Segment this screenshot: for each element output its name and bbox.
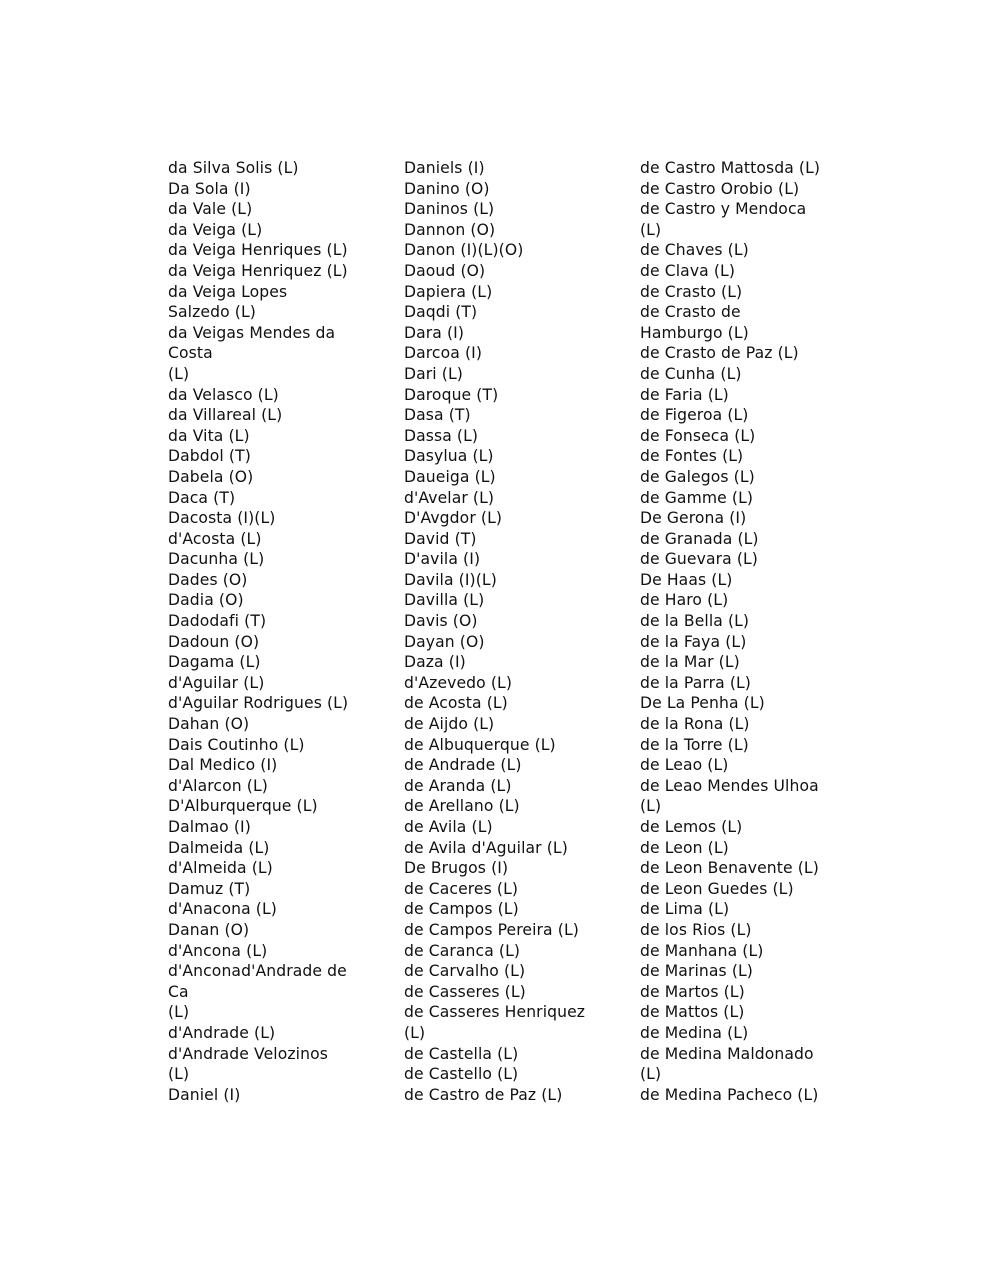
list-item: d'Andrade (L) [168,1023,276,1042]
list-item: (L) [168,1003,190,1022]
list-item: Dahan (O) [168,715,250,734]
list-item: de Caranca (L) [404,941,521,960]
list-item: D'avila (I) [404,550,481,569]
name-column-2 [404,158,634,1105]
list-item: de Albuquerque (L) [404,735,556,754]
list-item: da Veigas Mendes da [168,323,336,342]
list-item: d'Alarcon (L) [168,776,268,795]
list-item: d'Ancona (L) [168,941,268,960]
list-item: (L) [640,797,662,816]
list-item: Dais Coutinho (L) [168,735,305,754]
list-item: Dari (L) [404,364,463,383]
list-item: de Crasto de Paz (L) [640,344,799,363]
list-item: Daoud (O) [404,261,486,280]
list-item: Costa [168,344,213,363]
list-item: Ca [168,982,189,1001]
list-item: de Acosta (L) [404,694,508,713]
list-item: Dadodafi (T) [168,612,267,631]
list-item: Davila (I)(L) [404,570,497,589]
list-item: Dabela (O) [168,467,254,486]
list-item: David (T) [404,529,477,548]
list-item: Davis (O) [404,612,478,631]
list-item: de Figeroa (L) [640,406,749,425]
list-item: da Veiga Henriques (L) [168,241,348,260]
list-item: De Brugos (I) [404,859,509,878]
list-item: Da Sola (I) [168,179,251,198]
list-item: de Clava (L) [640,261,736,280]
list-item: Dacunha (L) [168,550,265,569]
list-item: Darcoa (I) [404,344,483,363]
list-item: Damuz (T) [168,879,251,898]
list-item: Dadia (O) [168,591,244,610]
list-item: de Lemos (L) [640,818,743,836]
list-item: de Leon Guedes (L) [640,879,794,898]
list-item: Dayan (O) [404,632,485,651]
list-item: d'Acosta (L) [168,529,262,548]
list-item: da Villareal (L) [168,406,283,425]
name-column-1 [168,158,398,1105]
list-item: de Martos (L) [640,982,745,1001]
list-item: de Aranda (L) [404,776,512,795]
list-item: de Caceres (L) [404,879,519,898]
list-item: Dacosta (I)(L) [168,509,276,528]
list-item: Dalmeida (L) [168,838,270,857]
list-item: De Haas (L) [640,570,733,589]
list-item: Dalmao (I) [168,818,251,836]
list-item: Davilla (L) [404,591,485,610]
list-item: Daueiga (L) [404,467,496,486]
list-item: de Casseres (L) [404,982,526,1001]
list-item: d'Anconad'Andrade de [168,962,347,981]
list-item: de Campos (L) [404,900,519,919]
list-item: Dassa (L) [404,426,479,445]
list-item: de Lima (L) [640,900,730,919]
list-item: Dal Medico (I) [168,756,278,775]
list-item: de la Rona (L) [640,715,750,734]
list-item: Dannon (O) [404,220,496,239]
list-item: d'Anacona (L) [168,900,277,919]
list-item: de Galegos (L) [640,467,755,486]
list-item: d'Avelar (L) [404,488,495,507]
list-item: de Guevara (L) [640,550,758,569]
list-item: de Castella (L) [404,1044,519,1063]
list-item: de Aijdo (L) [404,715,495,734]
list-item: de la Faya (L) [640,632,747,651]
list-item: Dasa (T) [404,406,471,425]
list-item: Salzedo (L) [168,303,256,322]
list-item: (L) [640,1065,662,1084]
list-item: de Castro Mattosda (L) [640,159,821,177]
list-item: d'Andrade Velozinos [168,1044,328,1063]
list-item: d'Aguilar Rodrigues (L) [168,694,349,713]
list-item: de Carvalho (L) [404,962,526,981]
list-item: Danon (I)(L)(O) [404,241,524,260]
list-item: de Casseres Henriquez [404,1003,586,1022]
list-item: de Fontes (L) [640,447,744,466]
list-item: de Fonseca (L) [640,426,756,445]
name-column-3 [640,158,870,1105]
list-item: de la Torre (L) [640,735,749,754]
list-item: De La Penha (L) [640,694,765,713]
list-item: da Veiga Henriquez (L) [168,261,348,280]
list-item: de la Mar (L) [640,653,740,672]
list-item: de los Rios (L) [640,920,752,939]
list-item: De Gerona (I) [640,509,747,528]
list-item: d'Almeida (L) [168,859,273,878]
list-item: de Mattos (L) [640,1003,745,1022]
list-item: de Medina Maldonado [640,1044,814,1063]
list-item: de Medina Pacheco (L) [640,1085,819,1104]
list-item: Dagama (L) [168,653,261,672]
list-item: D'Avgdor (L) [404,509,503,528]
list-item: da Velasco (L) [168,385,279,404]
list-item: de Faria (L) [640,385,729,404]
list-item: Danino (O) [404,179,490,198]
list-item: de Campos Pereira (L) [404,920,579,939]
list-item: de Avila d'Aguilar (L) [404,838,568,857]
list-item: d'Aguilar (L) [168,673,265,692]
list-item: Dasylua (L) [404,447,494,466]
list-item: (L) [168,1065,190,1084]
list-item: de Crasto (L) [640,282,743,301]
list-item: de Leao (L) [640,756,729,775]
list-item: de Castro Orobio (L) [640,179,800,198]
list-item: de Chaves (L) [640,241,749,260]
list-item: de Andrade (L) [404,756,522,775]
list-item: (L) [404,1023,426,1042]
list-item: (L) [640,220,662,239]
list-item: Dabdol (T) [168,447,251,466]
list-item: D'Alburquerque (L) [168,797,318,816]
list-item: de Avila (L) [404,818,493,836]
list-item: Daza (I) [404,653,466,672]
list-item: de Manhana (L) [640,941,764,960]
list-item: de Leon Benavente (L) [640,859,819,878]
list-item: (L) [168,364,190,383]
list-item: de Leao Mendes Ulhoa [640,776,819,795]
list-item: de la Bella (L) [640,612,750,631]
list-item: de Crasto de [640,303,741,322]
list-item: Hamburgo (L) [640,323,749,342]
list-item: da Silva Solis (L) [168,159,299,177]
list-item: Daqdi (T) [404,303,478,322]
list-item: de Cunha (L) [640,364,742,383]
list-item: de Haro (L) [640,591,729,610]
list-item: de la Parra (L) [640,673,751,692]
list-item: d'Azevedo (L) [404,673,513,692]
list-item: Danan (O) [168,920,250,939]
list-item: de Marinas (L) [640,962,753,981]
list-item: Dades (O) [168,570,248,589]
list-item: Dara (I) [404,323,465,342]
list-item: de Gamme (L) [640,488,754,507]
list-item: de Arellano (L) [404,797,520,816]
list-item: de Granada (L) [640,529,759,548]
list-item: Daniels (I) [404,159,485,177]
list-item: Daniel (I) [168,1085,241,1104]
list-item: Dapiera (L) [404,282,493,301]
list-item: Daca (T) [168,488,236,507]
list-item: da Veiga (L) [168,220,263,239]
list-item: Daninos (L) [404,200,495,219]
list-item: de Castro de Paz (L) [404,1085,563,1104]
list-item: da Veiga Lopes [168,282,288,301]
list-item: da Vita (L) [168,426,250,445]
list-item: Daroque (T) [404,385,499,404]
list-item: de Medina (L) [640,1023,749,1042]
list-item: de Castro y Mendoca [640,200,807,219]
list-item: da Vale (L) [168,200,253,219]
list-item: Dadoun (O) [168,632,260,651]
list-item: de Leon (L) [640,838,729,857]
list-item: de Castello (L) [404,1065,519,1084]
